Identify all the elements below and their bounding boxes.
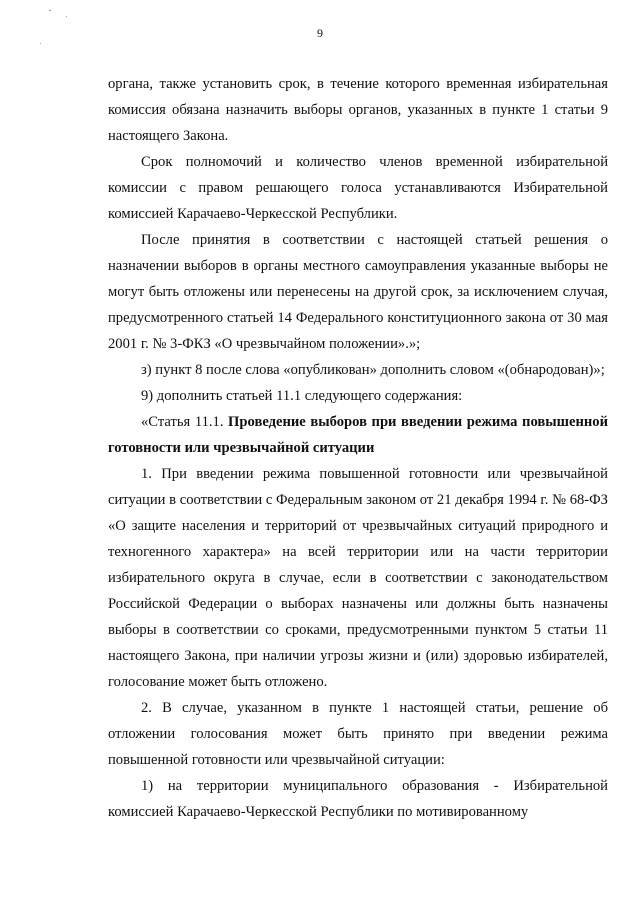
paragraph-clause-1: 1. При введении режима повышенной готовности или чрезвычайной ситуации в соответствии с Федеральным законом от 21 декабря 1994 г. № 68-ФЗ «О защите населения и территорий от чрезвычайных ситуаций природного и техногенного характера» на всей территории или на части территории избирательного округа в случае, если в соответствии с законодательством Российской Федерации о выборах назначены или должны быть назначены выборы в соответствии со сроками, предусмотренными пунктом 5 статьи 11 настоящего Закона, при наличии угрозы жизни и (или) здоровью избирателей, голосование может быть отложено. <box>108 466 608 690</box>
paragraph-subclause-1: 1) на территории муниципального образования - Избирательной комиссией Карачаево-Черкесской Республики по мотивированному <box>108 778 608 820</box>
scan-artifact <box>40 43 41 44</box>
paragraph-continuation: органа, также установить срок, в течение которого временная избирательная комиссия обязана назначить выборы органов, указанных в пункте 1 статьи 9 настоящего Закона. <box>108 76 608 144</box>
scan-artifact <box>49 10 51 11</box>
article-heading <box>108 409 608 461</box>
scan-artifact <box>66 16 67 17</box>
article-number: «Статья 11.1. <box>141 414 229 430</box>
paragraph-amendment-z: з) пункт 8 после слова «опубликован» дополнить словом «(обнародован)»; <box>141 362 605 378</box>
document-body <box>108 71 608 825</box>
article-title: Проведение выборов при введении режима повышенной готовности или чрезвычайной ситуации <box>108 414 608 456</box>
paragraph-after-decision: После принятия в соответствии с настоящей статьей решения о назначении выборов в органы местного самоуправления указанные выборы не могут быть отложены или перенесены на другой срок, за исключением случая, предусмотренного статьей 14 Федерального конституционного закона от 30 мая 2001 г. № 3-ФКЗ «О чрезвычайном положении».»; <box>108 232 608 352</box>
paragraph-clause-2: 2. В случае, указанном в пункте 1 настоящей статьи, решение об отложении голосования может быть принято при введении режима повышенной готовности или чрезвычайной ситуации: <box>108 700 608 768</box>
page-number: 9 <box>317 26 323 40</box>
paragraph-term-of-office: Срок полномочий и количество членов временной избирательной комиссии с правом решающего голоса устанавливаются Избирательной комиссией Карачаево-Черкесской Республики. <box>108 154 608 222</box>
paragraph-amendment-9: 9) дополнить статьей 11.1 следующего содержания: <box>141 388 463 404</box>
